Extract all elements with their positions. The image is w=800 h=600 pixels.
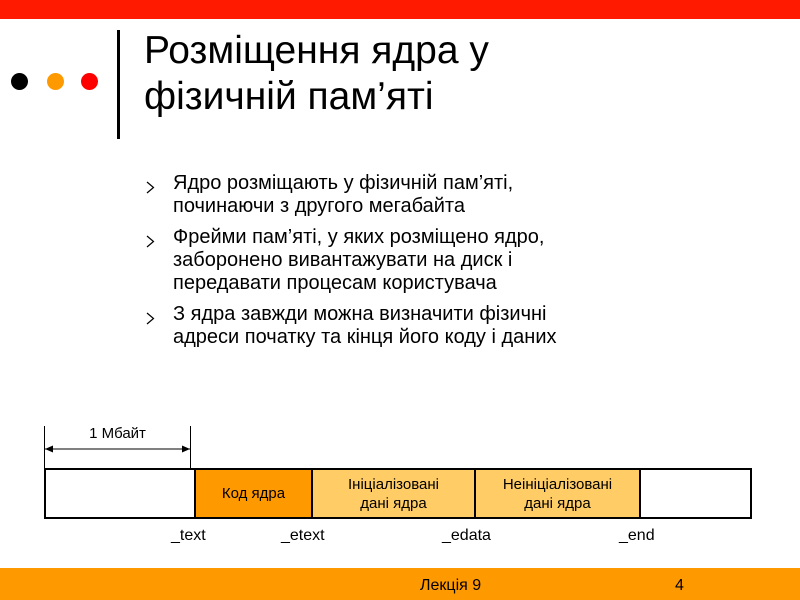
segment-uninitialized-label-2: дані ядра [524, 494, 591, 512]
footer-page-number: 4 [675, 577, 684, 594]
bullet-text-line: Ядро розміщають у фізичній пам’яті, [173, 172, 514, 194]
segment-initialized-label-1: Ініціалізовані [348, 475, 439, 493]
arrow-bullet-icon [146, 231, 155, 254]
symbol-edata: _edata [442, 527, 491, 544]
bullet-item [146, 303, 786, 349]
arrow-bullet-icon [146, 177, 155, 200]
bullet-text-line: Фрейми пам’яті, у яких розміщено ядро, [173, 226, 545, 248]
decor-dot-orange [47, 73, 64, 90]
symbol-text: _text [171, 527, 206, 544]
bullet-text-line: адреси початку та кінця його коду і даних [173, 326, 557, 348]
top-accent-bar [0, 0, 800, 19]
segment-kernel-code [194, 470, 313, 517]
segment-uninitialized-data [476, 470, 641, 517]
decor-dot-black [11, 73, 28, 90]
segment-kernel-code-label: Код ядра [221, 485, 286, 502]
memory-layout-bar [44, 468, 752, 519]
bullet-item [146, 226, 786, 295]
bullet-text-line: З ядра завжди можна визначити фізичні [173, 303, 547, 325]
decor-dot-red [81, 73, 98, 90]
slide-title-line-2: фізичній пам’яті [144, 75, 434, 118]
dimension-arrow [44, 444, 191, 454]
bullet-item [146, 172, 786, 218]
bullet-text-line: заборонено вивантажувати на диск і [173, 249, 513, 271]
segment-uninitialized-label-1: Неініціалізовані [502, 475, 613, 493]
footer-lecture-label: Лекція 9 [420, 577, 482, 594]
title-divider-line [117, 30, 120, 139]
symbol-etext: _etext [281, 527, 325, 544]
bullet-text-line: починаючи з другого мегабайта [173, 195, 465, 217]
symbol-end: _end [619, 527, 655, 544]
bullet-text-line: передавати процесам користувача [173, 272, 497, 294]
slide-title [144, 28, 764, 120]
slide-title-line-1: Розміщення ядра у [144, 29, 489, 72]
dimension-label: 1 Мбайт [89, 425, 146, 442]
segment-initialized-data [313, 470, 476, 517]
segment-initialized-label-2: дані ядра [360, 494, 427, 512]
bullet-list [146, 172, 786, 357]
arrow-bullet-icon [146, 308, 155, 331]
